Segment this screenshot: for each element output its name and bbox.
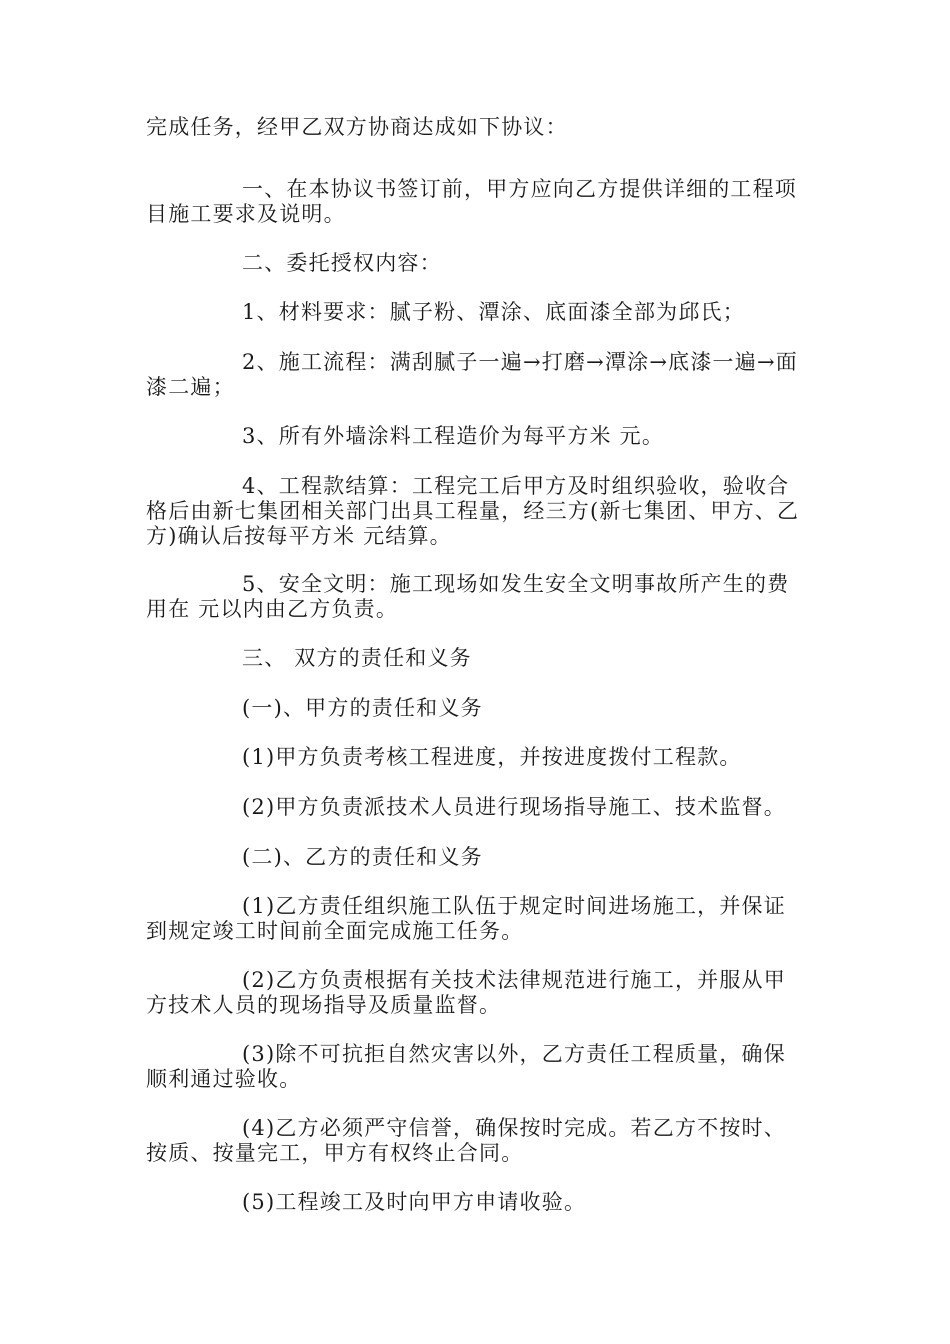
paragraph-party-b-item-5: (5)工程竣工及时向甲方申请收验。 bbox=[242, 1190, 587, 1214]
paragraph-party-b-item-2: (2)乙方负责根据有关技术法律规范进行施工，并服从甲方技术人员的现场指导及质量监督。 bbox=[146, 968, 786, 1017]
paragraph-clause-2-heading: 二、委托授权内容： bbox=[242, 251, 442, 275]
paragraph-party-a-item-1: (1)甲方负责考核工程进度，并按进度拨付工程款。 bbox=[242, 745, 742, 769]
paragraph-clause-1: 一、在本协议书签订前，甲方应向乙方提供详细的工程项目施工要求及说明。 bbox=[146, 177, 797, 226]
paragraph-safety: 5、安全文明：施工现场如发生安全文明事故所产生的费用在 元以内由乙方负责。 bbox=[146, 572, 790, 621]
paragraph-intro: 完成任务，经甲乙双方协商达成如下协议： bbox=[146, 115, 568, 139]
paragraph-party-a-item-2: (2)甲方负责派技术人员进行现场指导施工、技术监督。 bbox=[242, 795, 786, 819]
paragraph-party-b-item-3: (3)除不可抗拒自然灾害以外，乙方责任工程质量，确保顺利通过验收。 bbox=[146, 1042, 786, 1091]
paragraph-party-a-heading: (一)、甲方的责任和义务 bbox=[242, 696, 483, 720]
paragraph-party-b-item-4: (4)乙方必须严守信誉，确保按时完成。若乙方不按时、按质、按量完工，甲方有权终止合同。 bbox=[146, 1116, 786, 1165]
paragraph-party-b-heading: (二)、乙方的责任和义务 bbox=[242, 845, 483, 869]
paragraph-price: 3、所有外墙涂料工程造价为每平方米 元。 bbox=[242, 424, 665, 448]
paragraph-responsibilities-heading: 三、 双方的责任和义务 bbox=[242, 646, 472, 670]
paragraph-material-requirements: 1、材料要求：腻子粉、潭涂、底面漆全部为邱氏； bbox=[242, 300, 745, 324]
paragraph-settlement: 4、工程款结算：工程完工后甲方及时组织验收，验收合格后由新七集团相关部门出具工程量，经三方(新七集团、甲方、乙方)确认后按每平方米 元结算。 bbox=[146, 474, 800, 548]
paragraph-construction-process: 2、施工流程：满刮腻子一遍→打磨→潭涂→底漆一遍→面漆二遍； bbox=[146, 350, 798, 399]
paragraph-party-b-item-1: (1)乙方责任组织施工队伍于规定时间进场施工，并保证到规定竣工时间前全面完成施工任务。 bbox=[146, 894, 786, 943]
